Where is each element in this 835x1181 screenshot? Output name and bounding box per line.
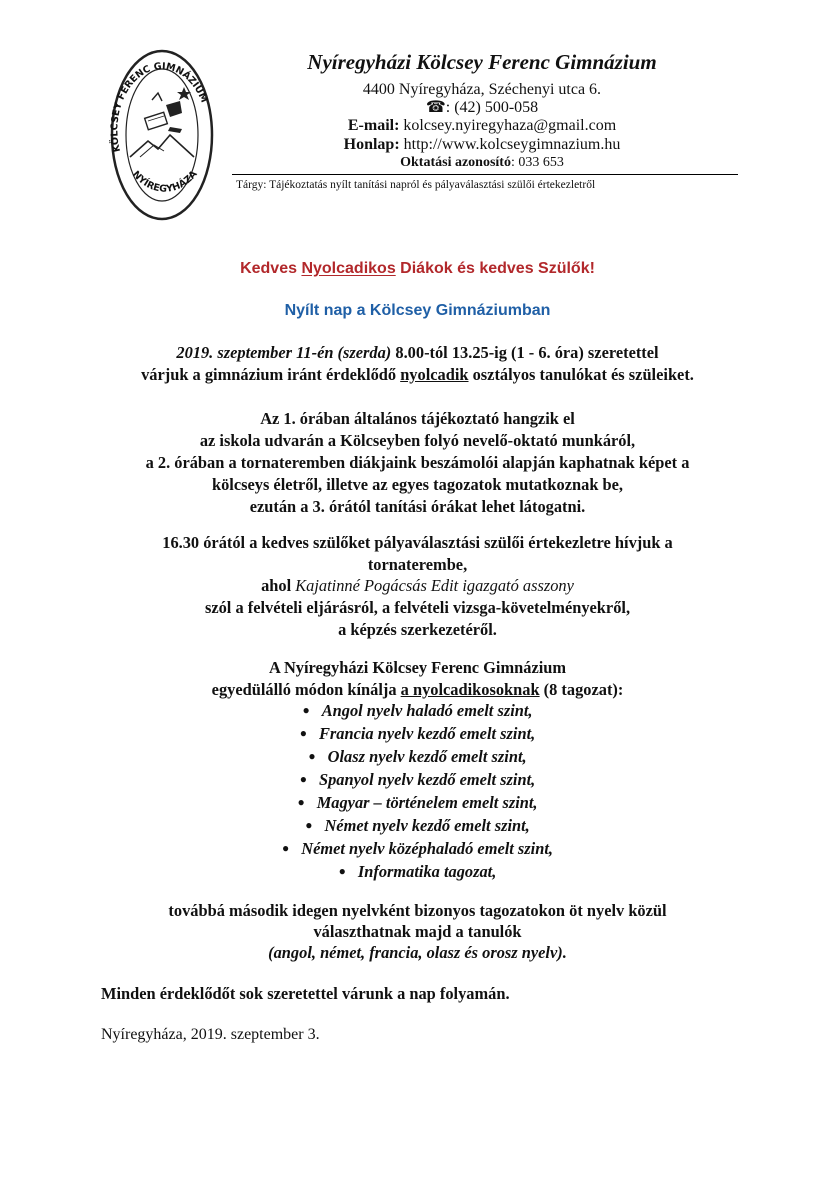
- bullet-icon: ●: [299, 726, 307, 740]
- program-list-item: ● Német nyelv középhaladó emelt szint,: [282, 839, 553, 858]
- website-label: Honlap:: [343, 136, 400, 153]
- bullet-icon: ●: [299, 772, 307, 786]
- program-list-item: ● Magyar – történelem emelt szint,: [297, 793, 538, 812]
- svg-text:NYÍREGYHÁZA: [130, 168, 200, 195]
- program-line-1: Az 1. órában általános tájékoztató hangzik el: [260, 409, 575, 428]
- program-line-3: a 2. órában a tornateremben diákjaink beszámolói alapján kaphatnak képet a: [145, 453, 690, 472]
- school-seal-icon: [108, 45, 216, 225]
- bullet-icon: ●: [302, 703, 310, 717]
- bullet-icon: ●: [305, 818, 313, 832]
- offer-line-2: egyedülálló módon kínálja a nyolcadikosoknak (8 tagozat):: [211, 680, 624, 699]
- languages-line-1: továbbá második idegen nyelvként bizonyos tagozatokon öt nyelv közül: [168, 901, 667, 920]
- program-list-item: ● Informatika tagozat,: [338, 862, 497, 881]
- bullet-icon: ●: [338, 864, 346, 878]
- parents-meeting-line-1: 16.30 órától a kedves szülőket pályaválasztási szülői értekezletre hívjuk a: [162, 533, 673, 552]
- school-address: 4400 Nyíregyháza, Széchenyi utca 6.: [362, 81, 602, 98]
- open-day-date-line: 2019. szeptember 11-én (szerda) 8.00-tól 13.25-ig (1 - 6. óra) szeretettel: [176, 343, 659, 362]
- program-line-4: kölcseys életről, illetve az egyes tagozatok mutatkoznak be,: [211, 475, 624, 494]
- seal-top-text: KÖLCSEY FERENC GIMNÁZIUM: [109, 60, 210, 154]
- website-url: http://www.kolcseygimnazium.hu: [403, 136, 621, 153]
- parents-meeting-line-2: tornaterembe,: [367, 555, 468, 574]
- email-label: E-mail:: [347, 117, 400, 134]
- program-list-item: ● Olasz nyelv kezdő emelt szint,: [308, 747, 527, 766]
- languages-line-3: (angol, német, francia, olasz és orosz nyelv).: [268, 943, 567, 962]
- program-list-item: ● Francia nyelv kezdő emelt szint,: [299, 724, 536, 743]
- om-id-label: Oktatási azonosító: [400, 155, 511, 170]
- program-line-5: ezután a 3. órától tanítási órákat lehet látogatni.: [249, 497, 586, 516]
- school-name: Nyíregyházi Kölcsey Ferenc Gimnázium: [307, 50, 657, 74]
- phone-line: [232, 100, 732, 116]
- parents-meeting-line-3: ahol Kajatinné Pogácsás Edit igazgató asszony: [261, 576, 574, 595]
- languages-line-2: választhatnak majd a tanulók: [313, 922, 522, 941]
- parents-meeting-line-5: a képzés szerkezetéről.: [338, 620, 497, 639]
- website-line: [232, 137, 732, 153]
- program-list-item: ● Spanyol nyelv kezdő emelt szint,: [299, 770, 536, 789]
- header-divider: [232, 174, 738, 175]
- closing-line: Minden érdeklődőt sok szeretettel várunk a nap folyamán.: [101, 984, 510, 1003]
- invitation-line: várjuk a gimnázium iránt érdeklődő nyolcadik osztályos tanulókat és szüleiket.: [141, 365, 694, 384]
- letter-subject: Tárgy: Tájékoztatás nyílt tanítási napról és pályaválasztási szülői értekezletről: [236, 179, 596, 191]
- greeting: Kedves Nyolcadikos Diákok és kedves Szülők!: [240, 260, 595, 277]
- bullet-icon: ●: [297, 795, 305, 809]
- telephone-icon: ☎: [425, 99, 446, 116]
- place-and-date: Nyíregyháza, 2019. szeptember 3.: [101, 1026, 320, 1043]
- open-day-date: 2019. szeptember 11-én (szerda): [176, 343, 392, 362]
- om-id-line: [232, 156, 732, 170]
- email-line: [232, 118, 732, 134]
- principal-name: Kajatinné Pogácsás Edit igazgató asszony: [295, 576, 574, 595]
- om-id-value: : 033 653: [510, 155, 564, 170]
- phone-number: : (42) 500-058: [445, 99, 539, 116]
- bullet-icon: ●: [282, 841, 290, 855]
- bullet-icon: ●: [308, 749, 316, 763]
- parents-meeting-line-4: szól a felvételi eljárásról, a felvételi vizsga-követelményekről,: [204, 598, 631, 617]
- program-list-item: ● Német nyelv kezdő emelt szint,: [305, 816, 530, 835]
- email-address: kolcsey.nyiregyhaza@gmail.com: [403, 117, 617, 134]
- open-day-title: Nyílt nap a Kölcsey Gimnáziumban: [284, 302, 551, 319]
- program-list-item: ● Angol nyelv haladó emelt szint,: [302, 701, 533, 720]
- offer-line-1: A Nyíregyházi Kölcsey Ferenc Gimnázium: [268, 658, 567, 677]
- program-line-2: az iskola udvarán a Kölcseyben folyó nevelő-oktató munkáról,: [199, 431, 636, 450]
- seal-bottom-text: NYÍREGYHÁZA: [129, 168, 200, 195]
